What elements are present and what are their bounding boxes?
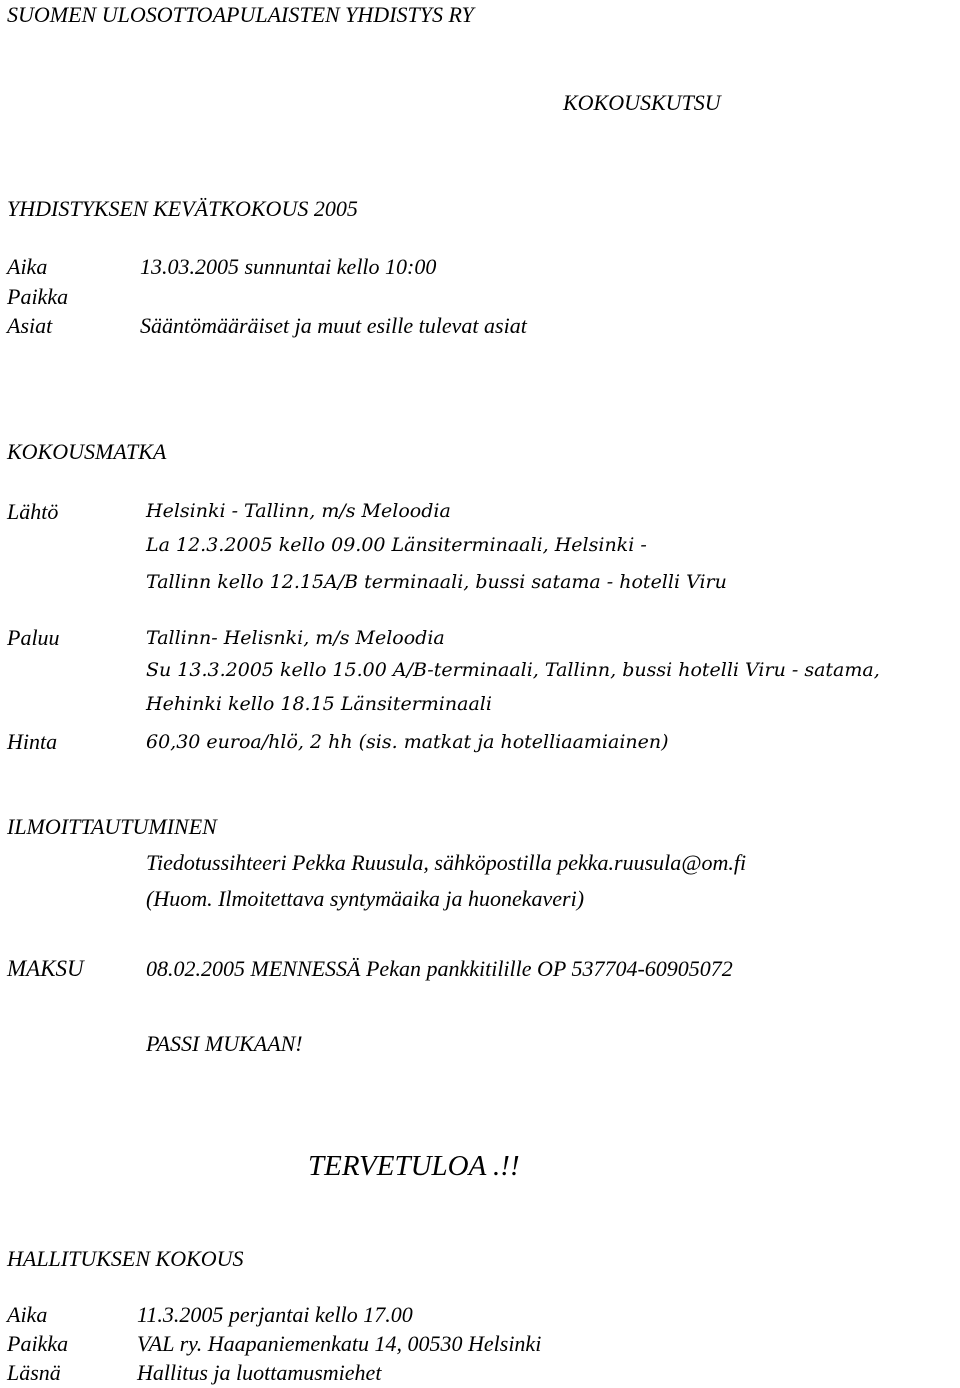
registration-contact: Tiedotussihteeri Pekka Ruusula, sähköpostilla pekka.ruusula@om.fi [146,850,747,875]
registration-heading: ILMOITTAUTUMINEN [7,814,217,839]
departure-line-1: Helsinki - Tallinn, m/s Meloodia [146,500,451,522]
return-label: Paluu [7,625,60,650]
return-line-3: Hehinki kello 18.15 Länsiterminaali [146,693,492,715]
welcome-text: TERVETULOA .!! [308,1150,520,1182]
board-time-label: Aika [7,1302,48,1327]
spring-agenda-value: Sääntömääräiset ja muut esille tulevat asiat [140,313,527,338]
return-line-1: Tallinn- Helisnki, m/s Meloodia [146,627,445,649]
payment-value: 08.02.2005 MENNESSÄ Pekan pankkitilille OP 537704-60905072 [146,956,733,981]
board-meeting-heading: HALLITUKSEN KOKOUS [7,1246,244,1271]
registration-note: (Huom. Ilmoitettava syntymäaika ja huonekaveri) [146,886,585,911]
document-title: KOKOUSKUTSU [563,90,721,115]
departure-line-3: Tallinn kello 12.15A/B terminaali, bussi satama - hotelli Viru [146,571,727,593]
spring-agenda-label: Asiat [7,313,53,338]
price-value: 60,30 euroa/hlö, 2 hh (sis. matkat ja hotelliaamiainen) [146,731,669,753]
trip-heading: KOKOUSMATKA [7,439,167,464]
payment-label: MAKSU [7,956,84,981]
departure-label: Lähtö [7,499,59,524]
board-place-value: VAL ry. Haapaniemenkatu 14, 00530 Helsinki [137,1331,542,1356]
price-label: Hinta [7,729,58,754]
board-attendees-value: Hallitus ja luottamusmiehet [137,1360,382,1385]
departure-line-2: La 12.3.2005 kello 09.00 Länsiterminaali, Helsinki - [146,534,647,556]
spring-time-value: 13.03.2005 sunnuntai kello 10:00 [140,254,437,279]
board-place-label: Paikka [7,1331,69,1356]
spring-time-label: Aika [7,254,48,279]
board-time-value: 11.3.2005 perjantai kello 17.00 [137,1302,413,1327]
return-line-2: Su 13.3.2005 kello 15.00 A/B-terminaali, Tallinn, bussi hotelli Viru - satama, [146,659,880,681]
spring-place-label: Paikka [7,284,69,309]
organization-name: SUOMEN ULOSOTTOAPULAISTEN YHDISTYS RY [7,2,474,27]
passport-reminder: PASSI MUKAAN! [146,1031,303,1056]
spring-meeting-heading: YHDISTYKSEN KEVÄTKOKOUS 2005 [7,196,358,221]
board-attendees-label: Läsnä [7,1360,61,1385]
